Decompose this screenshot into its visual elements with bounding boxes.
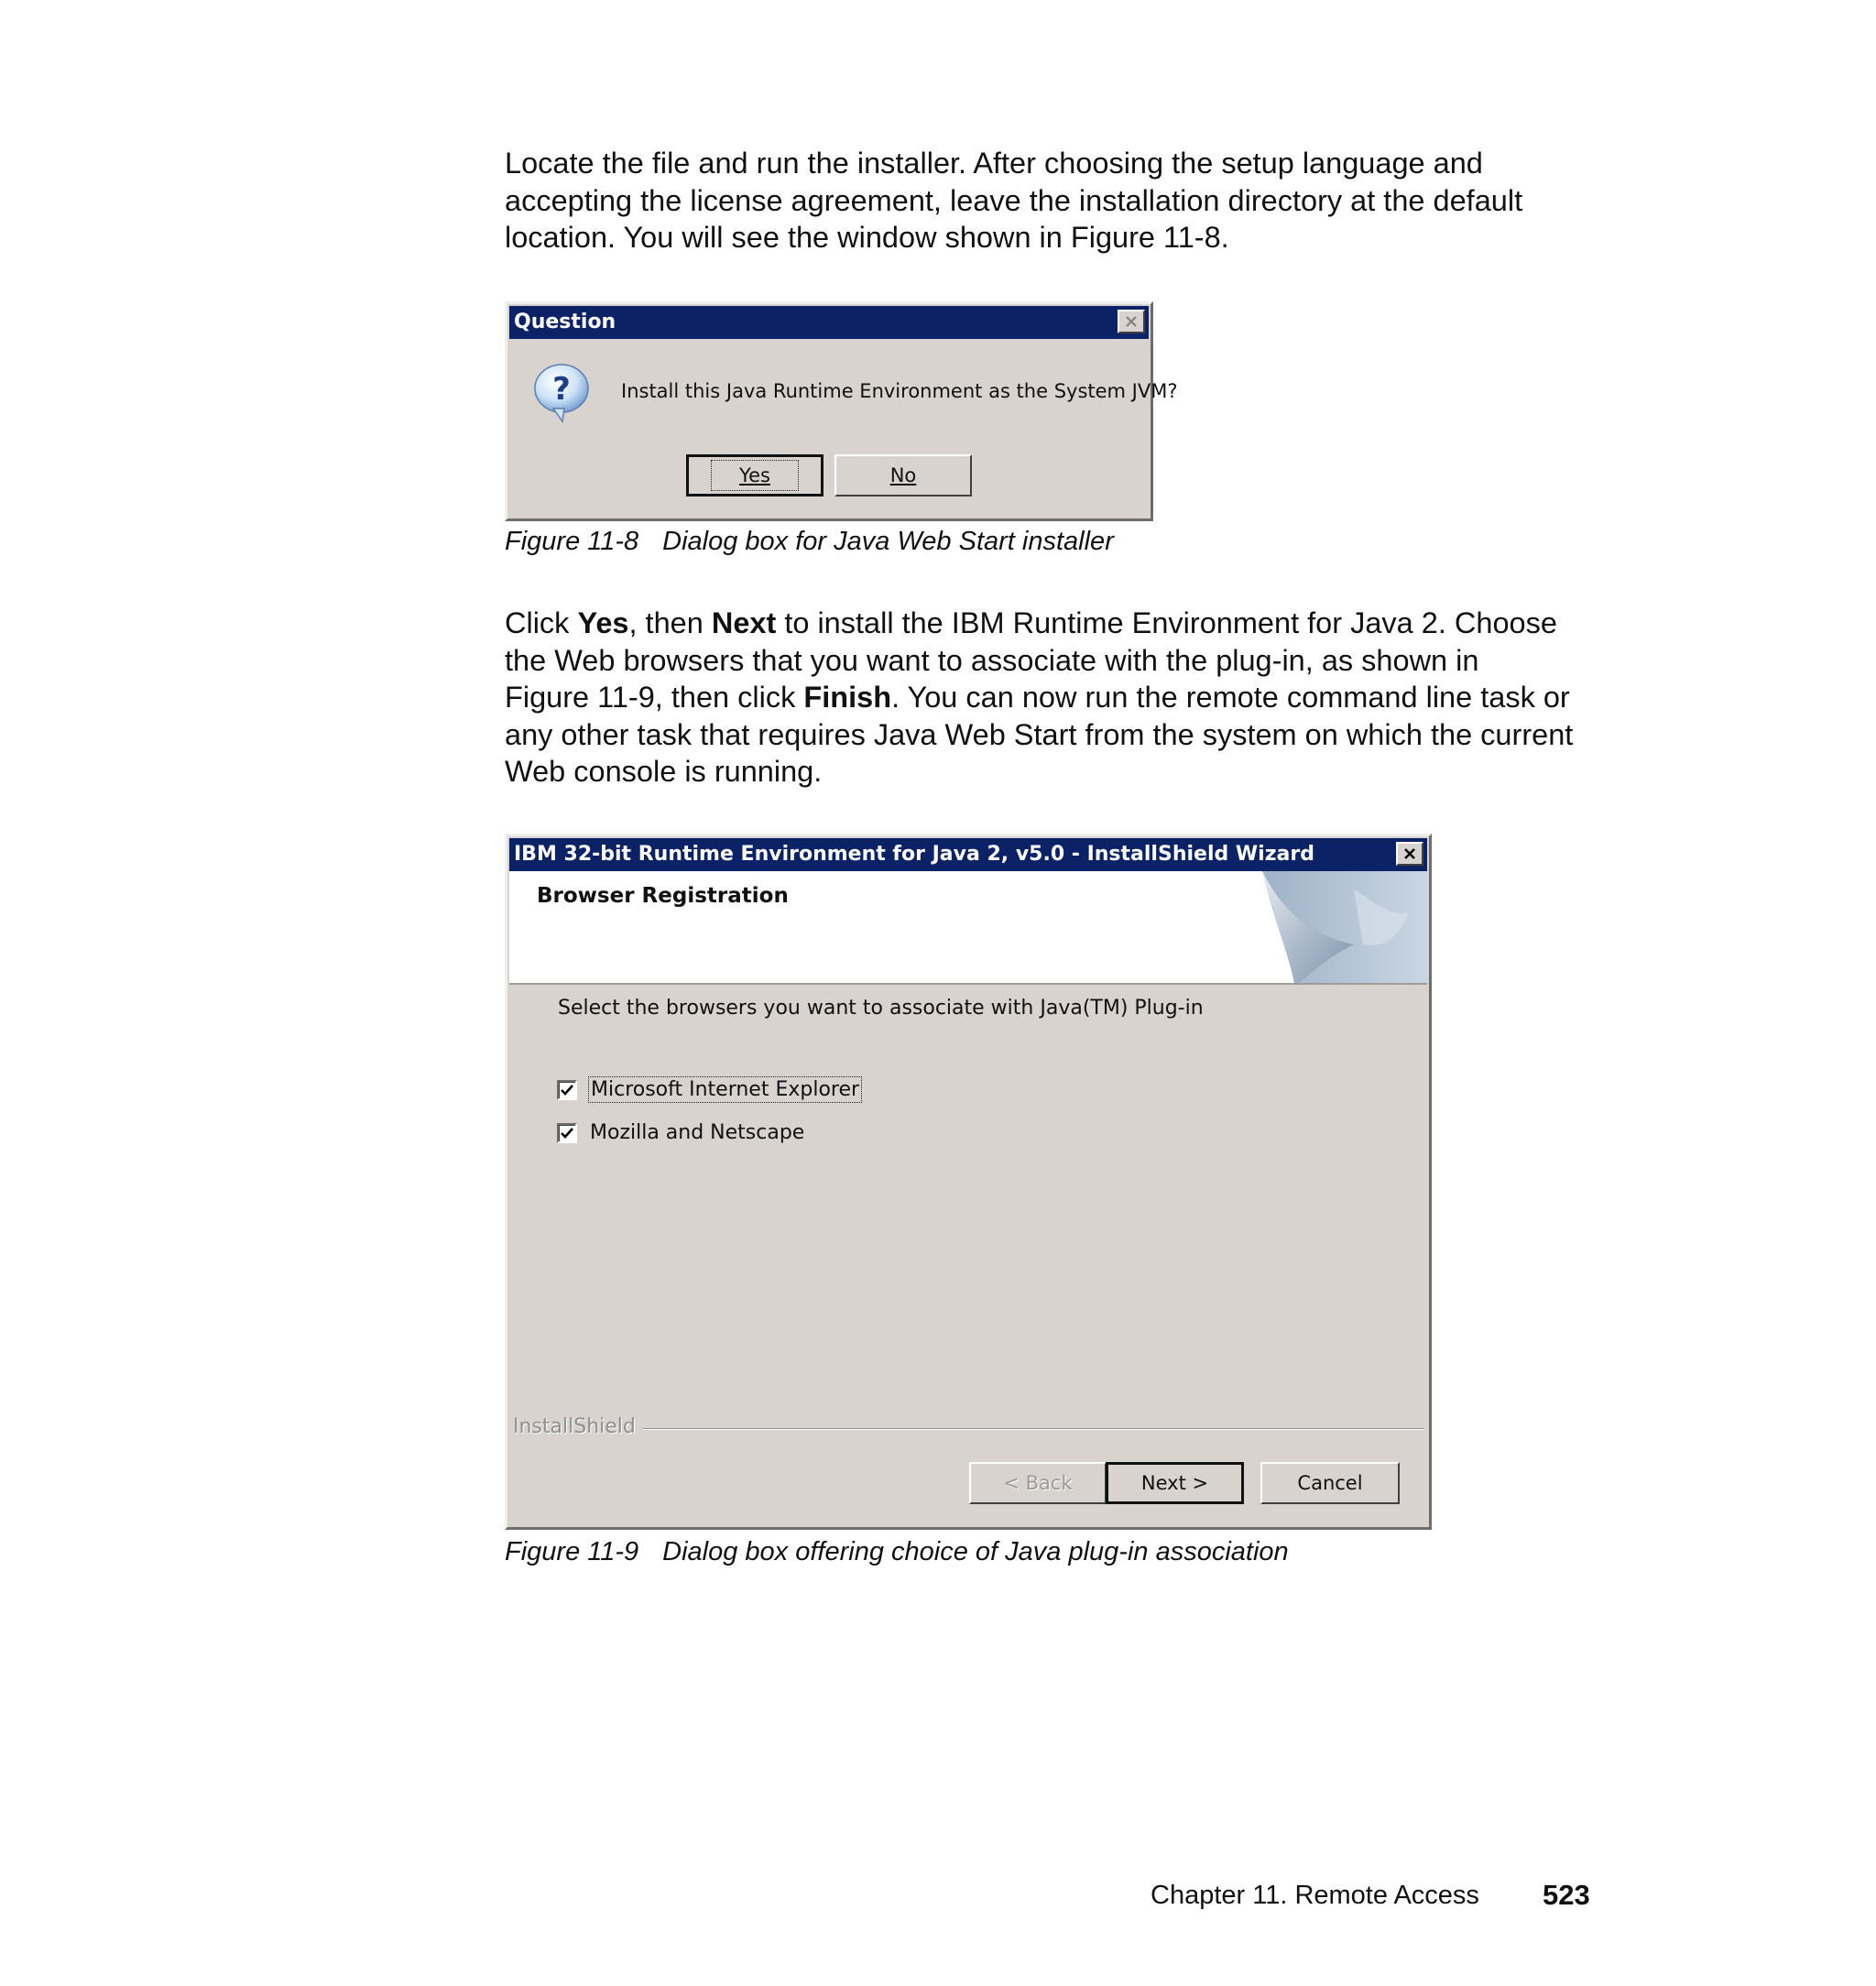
checkbox[interactable]: [557, 1123, 577, 1143]
text-run: . You can now run the remote command line task or: [891, 681, 1570, 714]
figure-11-9-caption: [505, 1535, 1289, 1568]
close-icon: [1124, 315, 1139, 328]
checkmark-icon: [560, 1127, 574, 1140]
middle-paragraph: [505, 605, 1604, 791]
caption-number: Figure 11-9: [505, 1537, 639, 1566]
browser-prompt: Select the browsers you want to associate with Java(TM) Plug-in: [558, 997, 1204, 1020]
text-run: Web console is running.: [505, 755, 823, 788]
svg-text:?: ?: [552, 371, 571, 408]
close-button[interactable]: [1118, 310, 1145, 333]
bold-finish: Finish: [803, 681, 892, 714]
question-dialog-title: Question: [514, 311, 616, 333]
close-icon: [1402, 847, 1417, 860]
option-internet-explorer[interactable]: [557, 1076, 862, 1103]
intro-line-3: location. You will see the window shown in Figure 11-8.: [505, 221, 1229, 254]
text-run: Figure 11-9, then click: [505, 681, 804, 714]
checkmark-icon: [560, 1084, 574, 1097]
caption-text: Dialog box offering choice of Java plug-in association: [662, 1537, 1289, 1566]
question-dialog: [505, 301, 1178, 521]
intro-paragraph: [505, 145, 1604, 256]
installshield-brand: InstallShield: [513, 1415, 643, 1438]
yes-button-label: Yes: [711, 460, 799, 491]
back-button-label: < Back: [1003, 1472, 1073, 1494]
page-curl-graphic: [1226, 871, 1427, 983]
figure-11-8-caption: [505, 525, 1114, 558]
text-run: the Web browsers that you want to associate with the plug-in, as shown in: [505, 643, 1479, 677]
no-button-label: No: [889, 464, 917, 486]
text-run: any other task that requires Java Web Start from the system on which the current: [505, 717, 1574, 751]
next-button-label: Next >: [1140, 1472, 1209, 1494]
footer-chapter: Chapter 11. Remote Access: [1151, 1881, 1479, 1910]
caption-number: Figure 11-8: [505, 527, 639, 556]
footer-page-number: 523: [1543, 1879, 1590, 1911]
cancel-button-label: Cancel: [1297, 1472, 1363, 1494]
cancel-button[interactable]: [1260, 1462, 1400, 1504]
text-run: Click: [505, 606, 578, 639]
yes-button[interactable]: [686, 454, 823, 496]
wizard-titlebar: [509, 838, 1427, 871]
installshield-wizard-dialog: [505, 834, 1432, 1530]
question-message: Install this Java Runtime Environment as the System JVM?: [621, 380, 1178, 402]
bold-yes: Yes: [577, 606, 629, 639]
text-run: , then: [628, 606, 712, 639]
question-icon: [529, 361, 594, 431]
wizard-header-panel: [509, 871, 1427, 985]
intro-line-1: Locate the file and run the installer. After choosing the setup language and: [505, 147, 1483, 180]
divider: [513, 1428, 1423, 1430]
question-dialog-titlebar: [509, 306, 1149, 339]
option-mozilla-netscape[interactable]: [557, 1120, 806, 1145]
checkbox-label: Mozilla and Netscape: [590, 1121, 805, 1144]
wizard-title: IBM 32-bit Runtime Environment for Java 2, v5.0 - InstallShield Wizard: [514, 843, 1314, 866]
no-button[interactable]: [834, 454, 972, 496]
header-title: Browser Registration: [537, 884, 789, 908]
intro-line-2: accepting the license agreement, leave the installation directory at the default: [505, 183, 1523, 217]
text-run: to install the IBM Runtime Environment for Java 2. Choose: [776, 606, 1557, 639]
caption-text: Dialog box for Java Web Start installer: [662, 527, 1114, 556]
bold-next: Next: [711, 606, 777, 639]
next-button[interactable]: [1106, 1462, 1244, 1504]
close-button[interactable]: [1396, 842, 1423, 866]
checkbox[interactable]: [557, 1080, 577, 1100]
back-button[interactable]: [969, 1462, 1107, 1504]
checkbox-label: Microsoft Internet Explorer: [588, 1076, 862, 1103]
